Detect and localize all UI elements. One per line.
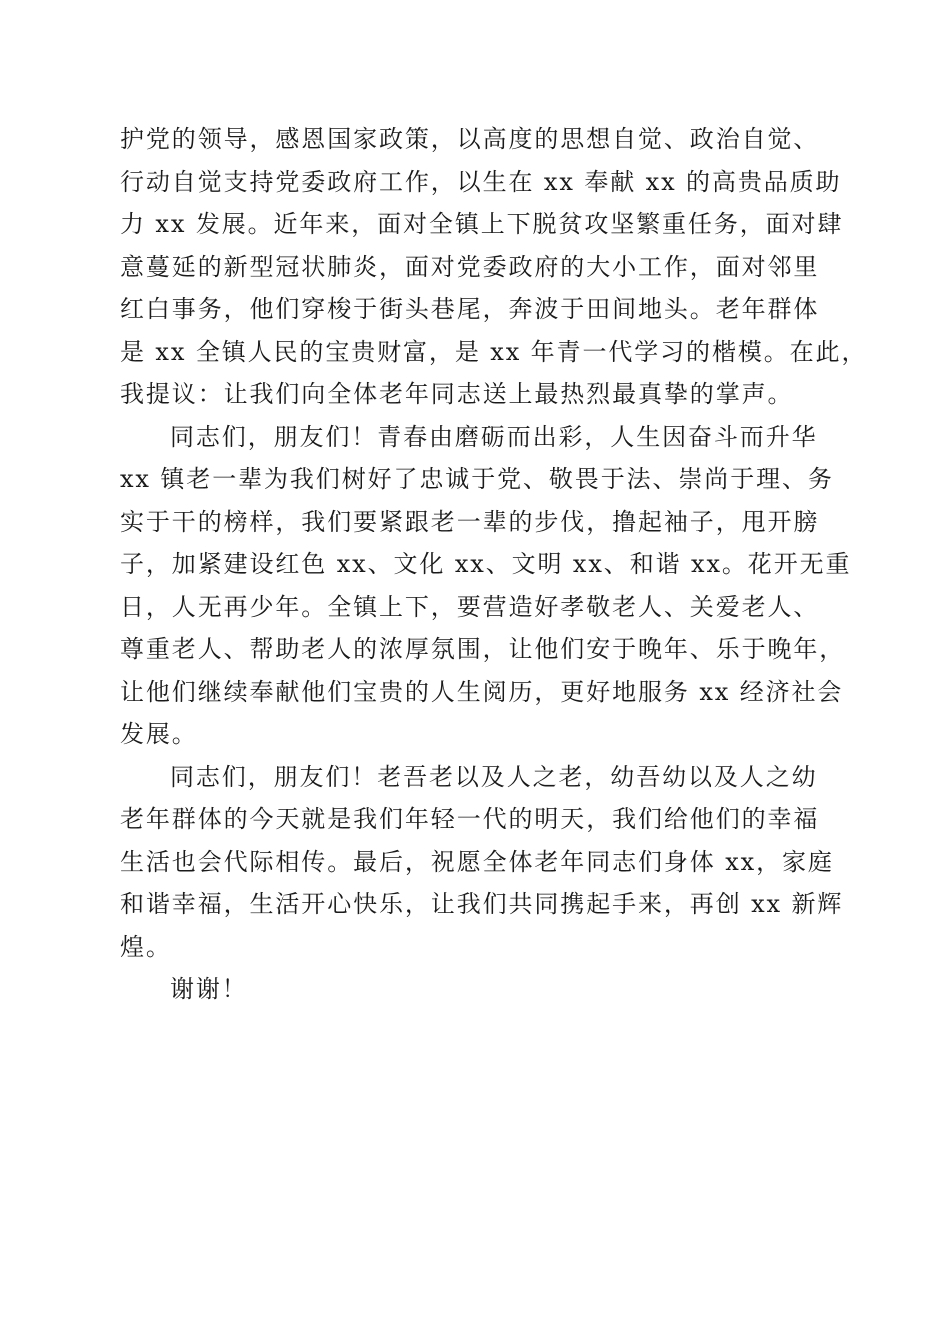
text-line: 煌。 bbox=[120, 932, 172, 961]
text-line: 红白事务，他们穿梭于街头巷尾，奔波于田间地头。老年群体 bbox=[120, 295, 820, 323]
text-line: 老年群体的今天就是我们年轻一代的明天，我们给他们的幸福 bbox=[120, 805, 820, 833]
text-line: 生活也会代际相传。最后，祝愿全体老年同志们身体 xx，家庭 bbox=[120, 847, 834, 876]
text-line: 我提议：让我们向全体老年同志送上最热烈最真挚的掌声。 bbox=[120, 380, 794, 408]
text-line: 尊重老人、帮助老人的浓厚氛围，让他们安于晚年、乐于晚年， bbox=[120, 635, 846, 663]
text-line: 行动自觉支持党委政府工作，以生在 xx 奉献 xx 的高贵品质助 bbox=[120, 167, 842, 196]
text-line: 实于干的榜样，我们要紧跟老一辈的步伐，撸起袖子，甩开膀 bbox=[120, 507, 820, 536]
paragraph-start-line: 同志们，朋友们！青春由磨砺而出彩，人生因奋斗而升华 bbox=[170, 422, 818, 451]
text-line: 和谐幸福，生活开心快乐，让我们共同携起手来，再创 xx 新辉 bbox=[120, 890, 844, 918]
text-line: 子，加紧建设红色 xx、文化 xx、文明 xx、和谐 xx。花开无重 bbox=[120, 550, 852, 578]
closing-thanks: 谢谢！ bbox=[170, 975, 248, 1003]
text-line: 护党的领导，感恩国家政策，以高度的思想自觉、政治自觉、 bbox=[120, 125, 820, 153]
speech-body bbox=[120, 118, 868, 1011]
text-line: 让他们继续奉献他们宝贵的人生阅历，更好地服务 xx 经济社会 bbox=[120, 677, 844, 706]
text-line: 发展。 bbox=[120, 720, 198, 748]
text-line: 是 xx 全镇人民的宝贵财富，是 xx 年青一代学习的楷模。在此， bbox=[120, 337, 868, 366]
paragraph-start-line: 同志们，朋友们！老吾老以及人之老，幼吾幼以及人之幼 bbox=[170, 762, 818, 791]
text-line: xx 镇老一辈为我们树好了忠诚于党、敬畏于法、崇尚于理、务 bbox=[120, 465, 834, 493]
text-line: 意蔓延的新型冠状肺炎，面对党委政府的大小工作，面对邻里 bbox=[120, 252, 820, 281]
text-line: 日，人无再少年。全镇上下，要营造好孝敬老人、关爱老人、 bbox=[120, 592, 820, 621]
text-line: 力 xx 发展。近年来，面对全镇上下脱贫攻坚繁重任务，面对肆 bbox=[120, 210, 844, 238]
